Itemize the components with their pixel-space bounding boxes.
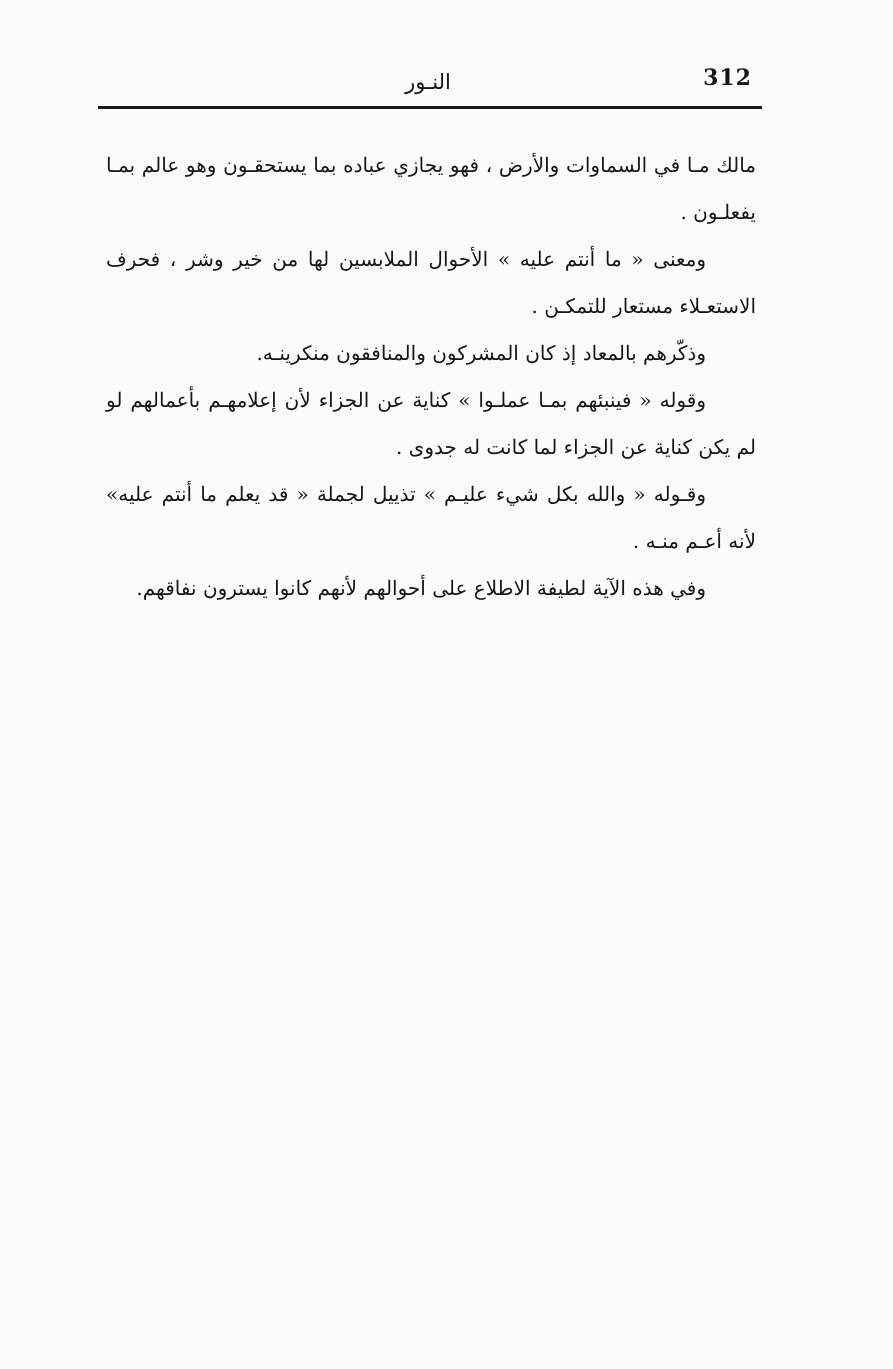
paragraph-1: مالك مـا في السماوات والأرض ، فهو يجازي عباده بما يستحقـون وهو عالم بمـا يفعلـون . bbox=[106, 153, 757, 224]
page-number: 312 bbox=[703, 65, 752, 91]
paragraph-3: وذكّرهم بالمعاد إذ كان المشركون والمنافقون منكرينـه. bbox=[256, 341, 706, 365]
paragraph-2: ومعنى « ما أنتم عليه » الأحوال الملابسين لها من خير وشر ، فحرف الاستعـلاء مستعار للتمكـن . bbox=[106, 247, 756, 318]
page-header bbox=[98, 62, 762, 109]
paragraph-4: وقوله « فينبئهم بمـا عملـوا » كناية عن الجزاء لأن إعلامهـم بأعمالهم لو لم يكن كناية عن الجزاء لما كانت له جدوى . bbox=[106, 388, 756, 459]
body-text bbox=[106, 142, 756, 612]
paragraph-6: وفي هذه الآية لطيفة الاطلاع على أحوالهم لأنهم كانوا يسترون نفاقهم. bbox=[136, 576, 706, 600]
running-title: النـور bbox=[405, 70, 451, 94]
paragraph-5: وقـوله « والله بكل شيء عليـم » تذييل لجملة « قد يعلم ما أنتم عليه» لأنه أعـم منـه . bbox=[106, 482, 756, 553]
